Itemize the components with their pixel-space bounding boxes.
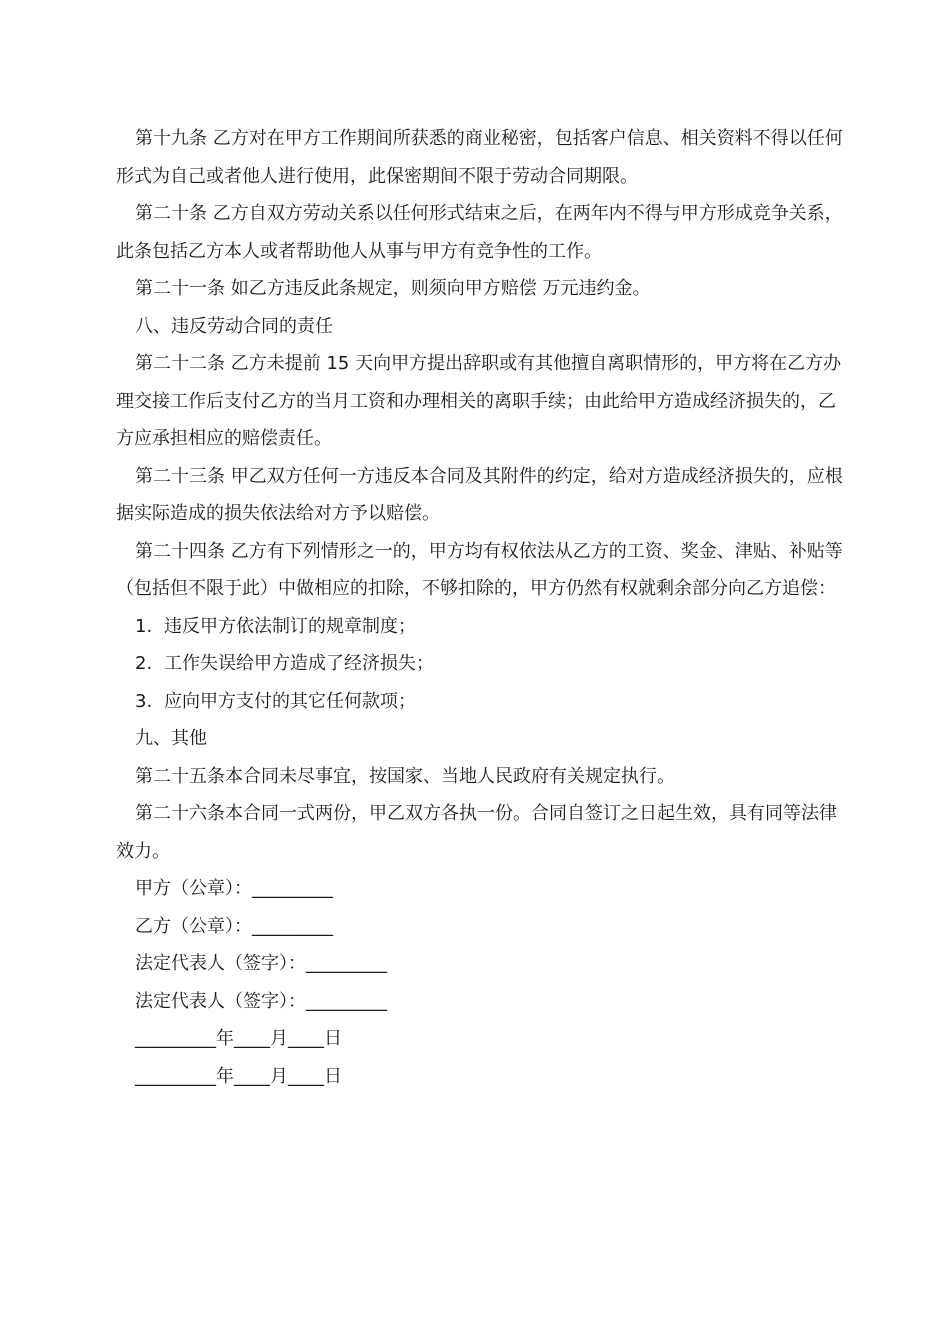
article-22: 第二十二条 乙方未提前 15 天向甲方提出辞职或有其他擅自离职情形的，甲方将在乙方办理交接工作后支付乙方的当月工资和办理相关的离职手续；由此给甲方造成经济损失的，乙方应承担相应的赔偿责任。 (116, 353, 842, 449)
legal-rep-signature-line-a: 法定代表人（签字）：_________ (135, 953, 387, 974)
article-26: 第二十六条本合同一式两份，甲乙双方各执一份。合同自签订之日起生效，具有同等法律效力。 (116, 803, 837, 862)
article-24: 第二十四条 乙方有下列情形之一的，甲方均有权依法从乙方的工资、奖金、津贴、补贴等（包括但不限于此）中做相应的扣除，不够扣除的，甲方仍然有权就剩余部分向乙方追偿： (116, 540, 843, 599)
section-9-title: 九、其他 (135, 728, 207, 749)
list-item (116, 645, 851, 683)
legal-rep-signature-line-b: 法定代表人（签字）：_________ (135, 990, 387, 1012)
date-line-a: _________年____月____日 (135, 1028, 342, 1049)
list-item-text: 应向甲方支付的其它任何款项； (164, 690, 416, 712)
list-item-text: 工作失误给甲方造成了经济损失； (164, 653, 434, 674)
contract-body (116, 120, 851, 1095)
date-line-b: _________年____月____日 (135, 1065, 342, 1087)
party-b-seal-line: 乙方（公章）：_________ (135, 915, 333, 937)
list-item (116, 608, 851, 646)
list-item-text: 违反甲方依法制订的规章制度； (164, 615, 416, 637)
section-8-title: 八、违反劳动合同的责任 (135, 315, 333, 337)
article-20: 第二十条 乙方自双方劳动关系以任何形式结束之后，在两年内不得与甲方形成竞争关系，此条包括乙方本人或者帮助他人从事与甲方有竞争性的工作。 (116, 203, 843, 262)
list-item (116, 683, 851, 721)
article-25: 第二十五条本合同未尽事宜，按国家、当地人民政府有关规定执行。 (135, 765, 675, 787)
list-item-number: 2. (135, 653, 153, 674)
article-21: 第二十一条 如乙方违反此条规定，则须向甲方赔偿 万元违约金。 (135, 278, 651, 299)
article-19: 第十九条 乙方对在甲方工作期间所获悉的商业秘密，包括客户信息、相关资料不得以任何形式为自己或者他人进行使用，此保密期间不限于劳动合同期限。 (116, 128, 843, 187)
list-item-number: 1. (135, 615, 153, 637)
party-a-seal-line: 甲方（公章）：_________ (135, 878, 333, 899)
list-item-number: 3. (135, 690, 153, 712)
article-23: 第二十三条 甲乙双方任何一方违反本合同及其附件的约定，给对方造成经济损失的，应根据实际造成的损失依法给对方予以赔偿。 (116, 465, 843, 524)
